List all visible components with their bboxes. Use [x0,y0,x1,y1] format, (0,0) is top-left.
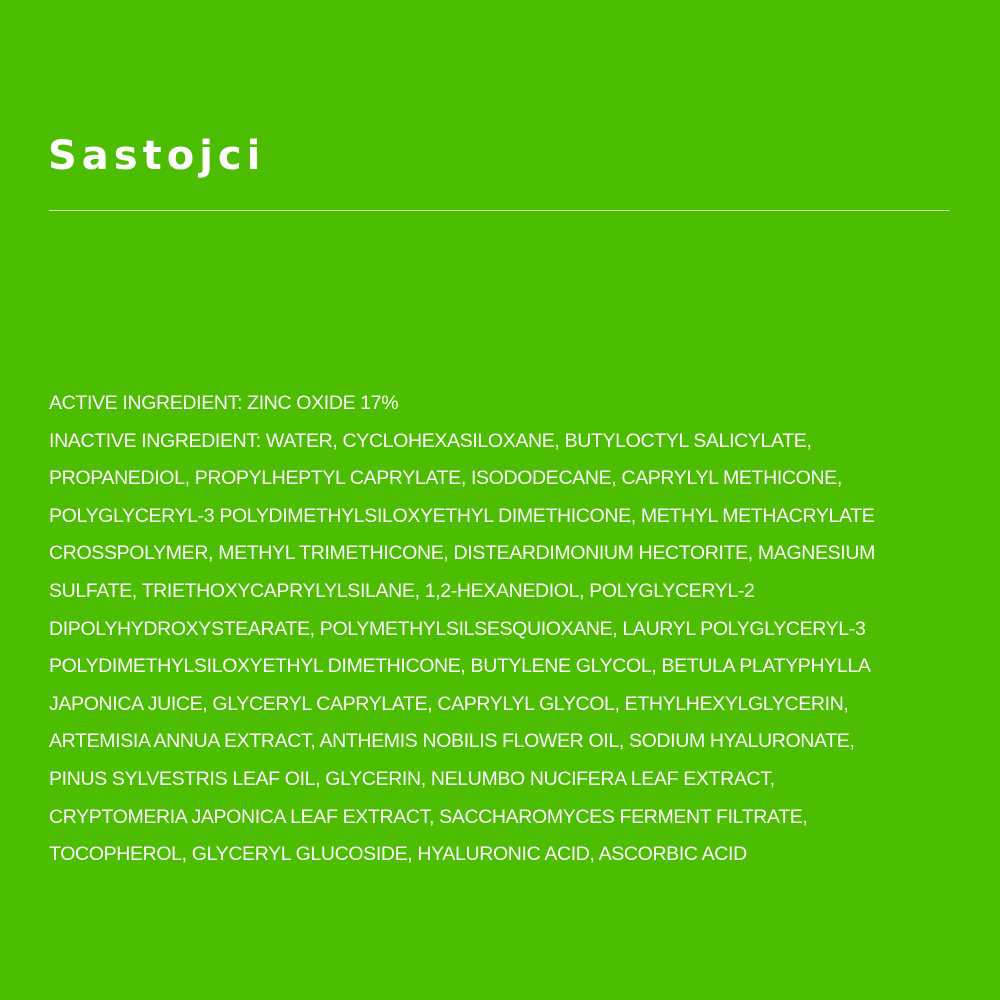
ingredients-list [49,385,954,874]
ingredients-line: DIPOLYHYDROXYSTEARATE, POLYMETHYLSILSESQUIOXANE, LAURYL POLYGLYCERYL-3 [49,617,866,640]
ingredients-line: PINUS SYLVESTRIS LEAF OIL, GLYCERIN, NELUMBO NUCIFERA LEAF EXTRACT, [49,767,775,790]
ingredients-line: JAPONICA JUICE, GLYCERYL CAPRYLATE, CAPRYLYL GLYCOL, ETHYLHEXYLGLYCERIN, [49,692,849,715]
ingredients-line: POLYGLYCERYL-3 POLYDIMETHYLSILOXYETHYL DIMETHICONE, METHYL METHACRYLATE [49,504,875,527]
ingredients-line: ACTIVE INGREDIENT: ZINC OXIDE 17% [49,392,399,414]
ingredients-line: SULFATE, TRIETHOXYCAPRYLYLSILANE, 1,2-HEXANEDIOL, POLYGLYCERYL-2 [49,579,755,602]
ingredients-line: CROSSPOLYMER, METHYL TRIMETHICONE, DISTEARDIMONIUM HECTORITE, MAGNESIUM [49,542,875,565]
ingredients-line: ARTEMISIA ANNUA EXTRACT, ANTHEMIS NOBILIS FLOWER OIL, SODIUM HYALURONATE, [49,730,855,753]
title-divider [49,210,949,211]
ingredients-line: CRYPTOMERIA JAPONICA LEAF EXTRACT, SACCHAROMYCES FERMENT FILTRATE, [49,805,808,828]
ingredients-line: POLYDIMETHYLSILOXYETHYL DIMETHICONE, BUTYLENE GLYCOL, BETULA PLATYPHYLLA [49,655,871,678]
page-title: Sastojci [48,133,266,179]
ingredients-line: PROPANEDIOL, PROPYLHEPTYL CAPRYLATE, ISODODECANE, CAPRYLYL METHICONE, [49,467,842,490]
ingredients-line: TOCOPHEROL, GLYCERYL GLUCOSIDE, HYALURONIC ACID, ASCORBIC ACID [49,843,747,866]
ingredients-line: INACTIVE INGREDIENT: WATER, CYCLOHEXASILOXANE, BUTYLOCTYL SALICYLATE, [49,429,812,452]
